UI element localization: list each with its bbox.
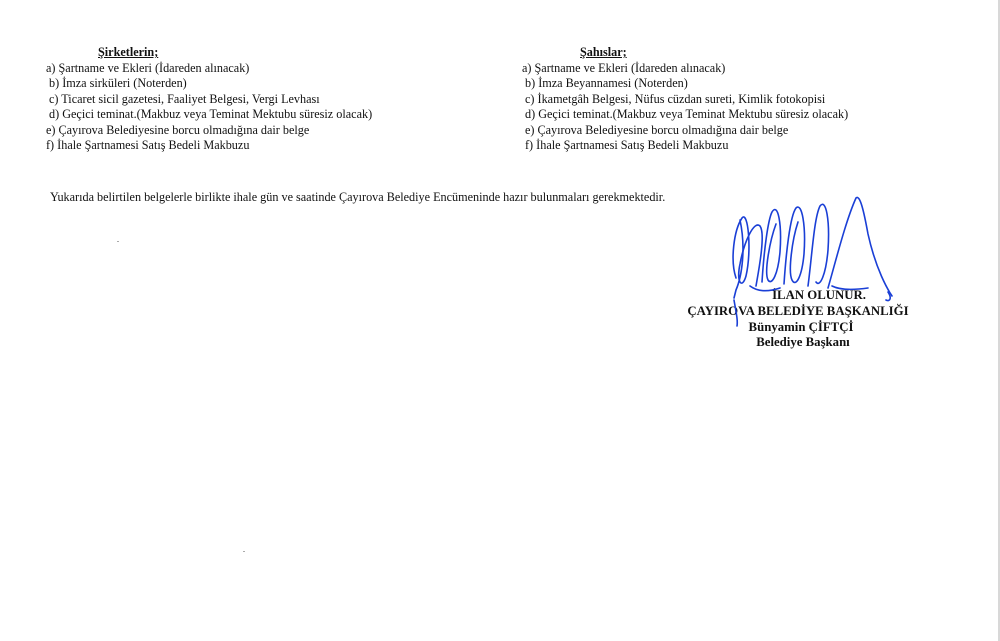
signatory-title: Belediye Başkanı: [756, 335, 850, 350]
companies-item-b: b) İmza sirküleri (Noterden): [49, 76, 187, 90]
individuals-item-f: f) İhale Şartnamesi Satış Bedeli Makbuzu: [525, 138, 729, 152]
scan-speck: [117, 241, 119, 242]
individuals-heading: Şahıslar;: [580, 45, 627, 59]
individuals-item-b: b) İmza Beyannamesi (Noterden): [525, 76, 688, 90]
individuals-requirements: [522, 45, 922, 154]
individuals-item-c: c) İkametgâh Belgesi, Nüfus cüzdan sureti, Kimlik fotokopisi: [525, 91, 826, 106]
individuals-item-e: e) Çayırova Belediyesine borcu olmadığına dair belge: [525, 122, 789, 137]
companies-item-d: d) Geçici teminat.(Makbuz veya Teminat Mektubu süresiz olacak): [49, 107, 373, 121]
attendance-note: Yukarıda belirtilen belgelerle birlikte ihale gün ve saatinde Çayırova Belediye Encümeninde hazır bulunmaları gerekmektedir.: [50, 190, 666, 204]
individuals-item-a: a) Şartname ve Ekleri (İdareden alınacak): [522, 60, 726, 75]
scan-speck: [243, 551, 245, 552]
companies-item-e: e) Çayırova Belediyesine borcu olmadığına dair belge: [46, 122, 310, 137]
companies-requirements: [46, 45, 476, 154]
companies-item-f: f) İhale Şartnamesi Satış Bedeli Makbuzu: [46, 138, 250, 152]
institution-line: ÇAYIROVA BELEDİYE BAŞKANLIĞI: [687, 303, 909, 318]
companies-item-a: a) Şartname ve Ekleri (İdareden alınacak): [46, 60, 250, 75]
individuals-item-d: d) Geçici teminat.(Makbuz veya Teminat Mektubu süresiz olacak): [525, 107, 849, 121]
companies-item-c: c) Ticaret sicil gazetesi, Faaliyet Belgesi, Vergi Levhası: [49, 91, 320, 106]
companies-heading: Şirketlerin;: [98, 45, 159, 59]
signatory-name: Bünyamin ÇİFTÇİ: [748, 319, 854, 334]
announcement-line: İLAN OLUNUR.: [772, 288, 866, 302]
handwritten-signature-icon: [728, 190, 903, 335]
